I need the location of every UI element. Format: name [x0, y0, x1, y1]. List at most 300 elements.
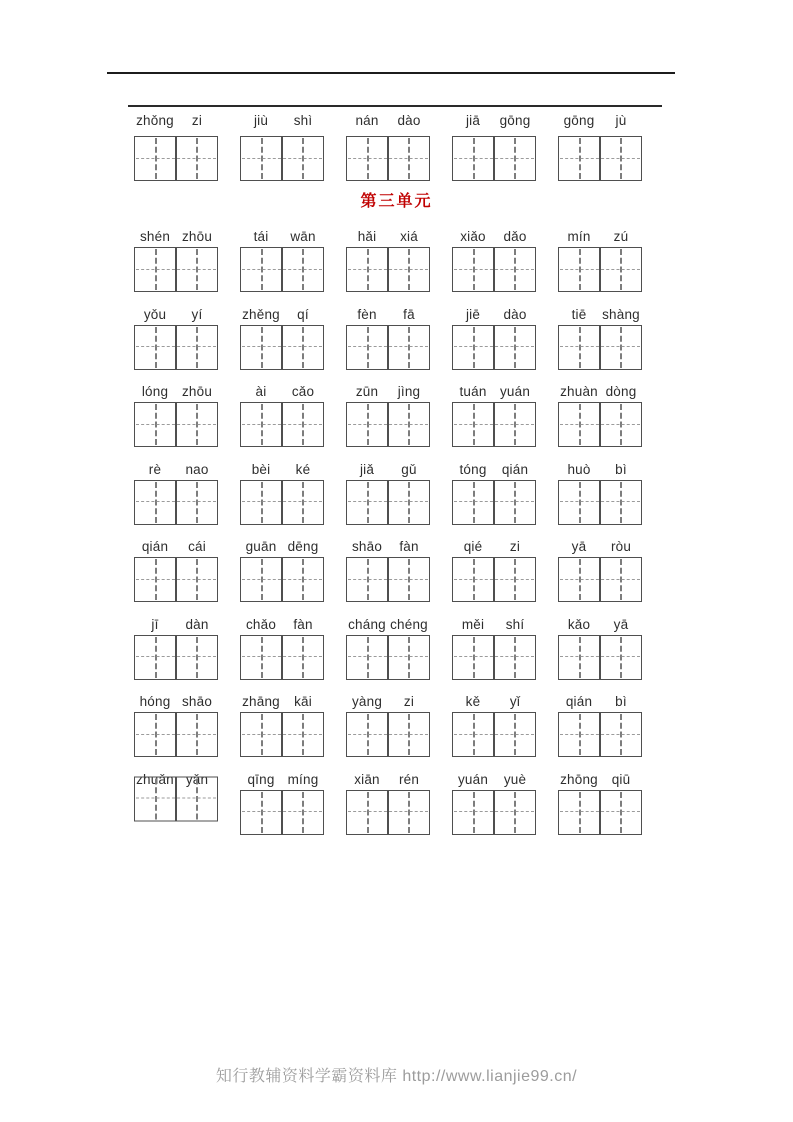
grid-dashed-horizontal — [454, 269, 534, 270]
grid-dashed-vertical-right — [408, 138, 410, 179]
writing-grid[interactable] — [240, 712, 324, 757]
grid-dashed-vertical-right — [196, 714, 198, 755]
grid-dashed-vertical-left — [367, 792, 369, 833]
header-rule-top — [107, 72, 675, 74]
grid-dashed-vertical-left — [155, 482, 157, 523]
pinyin-syllable: tóng — [459, 461, 487, 477]
writing-grid[interactable] — [558, 790, 642, 835]
pinyin-label — [240, 460, 324, 480]
grid-center-divider — [281, 481, 283, 524]
word-group — [134, 227, 218, 305]
grid-dashed-vertical-right — [620, 559, 622, 600]
grid-dashed-horizontal — [348, 579, 428, 580]
grid-center-divider — [599, 636, 601, 679]
grid-dashed-horizontal — [136, 158, 216, 159]
pinyin-syllable: jìng — [397, 384, 421, 399]
grid-center-divider — [175, 481, 177, 524]
pinyin-syllable: cháng — [348, 616, 386, 632]
pinyin-label — [134, 227, 218, 247]
word-group — [346, 537, 430, 615]
grid-center-divider — [493, 713, 495, 756]
grid-center-divider — [281, 248, 283, 291]
word-group — [346, 382, 430, 460]
unit-words-grid — [134, 227, 642, 847]
pinyin-syllable: rè — [148, 461, 162, 477]
grid-dashed-vertical-right — [408, 792, 410, 833]
grid-center-divider — [175, 326, 177, 369]
grid-dashed-vertical-right — [408, 327, 410, 368]
grid-dashed-vertical-left — [261, 327, 263, 368]
pinyin-label — [346, 615, 430, 635]
word-group — [452, 382, 536, 460]
writing-grid[interactable] — [134, 776, 218, 821]
grid-dashed-vertical-right — [514, 138, 516, 179]
grid-dashed-vertical-left — [367, 482, 369, 523]
writing-grid[interactable] — [558, 325, 642, 370]
grid-dashed-vertical-right — [620, 792, 622, 833]
word-group — [452, 227, 536, 305]
pinyin-label — [346, 692, 430, 712]
word-row — [134, 615, 642, 693]
word-row — [134, 460, 642, 538]
header-rule-bottom — [128, 105, 662, 107]
pinyin-syllable: fàn — [399, 539, 419, 554]
grid-center-divider — [175, 713, 177, 756]
writing-grid[interactable] — [346, 247, 430, 292]
pinyin-label — [240, 537, 324, 557]
grid-dashed-horizontal — [348, 501, 428, 502]
writing-grid[interactable] — [452, 325, 536, 370]
grid-dashed-vertical-left — [261, 138, 263, 179]
pinyin-syllable: xiá — [400, 229, 418, 244]
grid-dashed-vertical-right — [514, 714, 516, 755]
pinyin-syllable: dòng — [605, 384, 637, 399]
pinyin-syllable: xiǎo — [460, 229, 486, 244]
writing-grid[interactable] — [134, 712, 218, 757]
pinyin-syllable: dào — [503, 306, 527, 322]
grid-center-divider — [387, 713, 389, 756]
writing-grid[interactable] — [558, 480, 642, 525]
pinyin-label — [558, 615, 642, 635]
grid-dashed-vertical-right — [514, 792, 516, 833]
grid-dashed-vertical-left — [579, 637, 581, 678]
writing-grid[interactable] — [134, 480, 218, 525]
writing-grid[interactable] — [134, 325, 218, 370]
pinyin-syllable: chǎo — [245, 616, 277, 632]
pinyin-syllable: yuán — [499, 384, 531, 399]
grid-dashed-vertical-right — [196, 404, 198, 445]
word-group — [558, 537, 642, 615]
pinyin-syllable: zi — [509, 539, 521, 554]
writing-grid[interactable] — [558, 136, 642, 181]
pinyin-syllable: shí — [505, 616, 525, 632]
grid-dashed-vertical-right — [302, 637, 304, 678]
writing-grid[interactable] — [346, 480, 430, 525]
writing-grid[interactable] — [452, 402, 536, 447]
pinyin-label — [452, 770, 536, 790]
writing-grid[interactable] — [134, 136, 218, 181]
pinyin-syllable: qí — [297, 306, 309, 322]
grid-dashed-vertical-left — [579, 792, 581, 833]
grid-dashed-horizontal — [454, 346, 534, 347]
grid-dashed-horizontal — [560, 579, 640, 580]
grid-dashed-vertical-left — [155, 138, 157, 179]
pinyin-syllable: hóng — [139, 694, 171, 709]
grid-dashed-horizontal — [348, 811, 428, 812]
writing-grid[interactable] — [240, 136, 324, 181]
word-row — [134, 692, 642, 770]
word-group — [240, 770, 324, 848]
pinyin-label — [346, 770, 430, 790]
grid-dashed-horizontal — [242, 346, 322, 347]
grid-dashed-horizontal — [242, 734, 322, 735]
pinyin-label — [452, 305, 536, 325]
writing-grid[interactable] — [346, 712, 430, 757]
grid-dashed-vertical-left — [367, 637, 369, 678]
grid-dashed-horizontal — [560, 656, 640, 657]
pinyin-syllable: jiē — [465, 306, 481, 322]
word-group — [558, 692, 642, 770]
grid-dashed-horizontal — [454, 424, 534, 425]
pinyin-syllable: yuè — [503, 771, 527, 787]
word-group — [240, 305, 324, 383]
writing-grid[interactable] — [240, 790, 324, 835]
pinyin-label — [558, 460, 642, 480]
grid-dashed-vertical-right — [302, 482, 304, 523]
pinyin-syllable: kě — [465, 694, 481, 709]
pinyin-label — [240, 227, 324, 247]
pinyin-syllable: ké — [295, 461, 311, 477]
writing-grid[interactable] — [452, 712, 536, 757]
grid-dashed-vertical-left — [155, 249, 157, 290]
pinyin-label — [558, 537, 642, 557]
pinyin-syllable: zú — [613, 229, 629, 244]
grid-center-divider — [387, 137, 389, 180]
grid-dashed-horizontal — [242, 269, 322, 270]
pinyin-syllable: qié — [463, 539, 483, 554]
grid-dashed-vertical-left — [155, 404, 157, 445]
pinyin-syllable: shì — [293, 113, 313, 128]
pinyin-syllable: yā — [571, 539, 587, 554]
writing-grid[interactable] — [452, 790, 536, 835]
pinyin-syllable: qián — [141, 539, 169, 554]
grid-dashed-horizontal — [136, 346, 216, 347]
pinyin-syllable: zhěng — [242, 306, 280, 322]
writing-grid[interactable] — [346, 557, 430, 602]
word-group — [346, 615, 430, 693]
pinyin-syllable: zhǒng — [136, 113, 174, 128]
grid-dashed-vertical-left — [261, 792, 263, 833]
grid-dashed-horizontal — [136, 798, 216, 799]
pinyin-label — [558, 770, 642, 790]
grid-dashed-vertical-left — [261, 559, 263, 600]
grid-dashed-vertical-right — [514, 637, 516, 678]
writing-grid[interactable] — [240, 480, 324, 525]
writing-grid[interactable] — [240, 325, 324, 370]
word-group — [134, 692, 218, 770]
writing-grid[interactable] — [240, 635, 324, 680]
grid-center-divider — [281, 558, 283, 601]
pinyin-syllable: yǒu — [143, 306, 167, 322]
pinyin-syllable: fàn — [293, 616, 313, 632]
pinyin-label — [134, 615, 218, 635]
grid-dashed-vertical-left — [579, 138, 581, 179]
word-group — [452, 305, 536, 383]
page-footer: 知行教辅资料学霸资料库 http://www.lianjie99.cn/ — [215, 1068, 578, 1085]
grid-dashed-vertical-left — [155, 559, 157, 600]
pinyin-syllable: qián — [565, 694, 593, 709]
grid-center-divider — [387, 326, 389, 369]
pinyin-label — [346, 111, 430, 131]
grid-dashed-vertical-left — [261, 714, 263, 755]
grid-dashed-vertical-right — [408, 404, 410, 445]
grid-center-divider — [599, 248, 601, 291]
pinyin-syllable: wān — [290, 229, 316, 244]
pinyin-label — [134, 460, 218, 480]
word-row — [134, 305, 642, 383]
pinyin-label — [240, 111, 324, 131]
grid-dashed-horizontal — [454, 579, 534, 580]
word-group — [452, 111, 536, 181]
grid-dashed-vertical-right — [196, 249, 198, 290]
pre-unit-words-row — [134, 111, 642, 181]
writing-grid[interactable] — [558, 712, 642, 757]
pinyin-syllable: chéng — [390, 616, 428, 632]
pinyin-syllable: guān — [245, 539, 277, 554]
pinyin-label — [346, 227, 430, 247]
grid-dashed-vertical-right — [196, 637, 198, 678]
grid-center-divider — [599, 403, 601, 446]
grid-dashed-vertical-right — [620, 404, 622, 445]
grid-dashed-horizontal — [560, 269, 640, 270]
pinyin-syllable: zhōu — [181, 229, 213, 244]
pinyin-syllable: yí — [191, 306, 203, 322]
grid-dashed-vertical-left — [367, 249, 369, 290]
word-group — [240, 692, 324, 770]
pinyin-syllable: tái — [253, 229, 269, 244]
word-group — [346, 770, 430, 848]
grid-center-divider — [281, 137, 283, 180]
grid-center-divider — [387, 636, 389, 679]
grid-dashed-horizontal — [560, 811, 640, 812]
pinyin-syllable: jī — [151, 616, 159, 632]
writing-grid[interactable] — [346, 402, 430, 447]
grid-dashed-vertical-left — [473, 637, 475, 678]
grid-center-divider — [281, 326, 283, 369]
writing-grid[interactable] — [134, 247, 218, 292]
grid-dashed-vertical-right — [302, 138, 304, 179]
writing-grid[interactable] — [452, 635, 536, 680]
grid-dashed-vertical-right — [514, 559, 516, 600]
grid-dashed-horizontal — [560, 501, 640, 502]
grid-dashed-vertical-right — [514, 482, 516, 523]
writing-grid[interactable] — [452, 247, 536, 292]
word-group — [240, 227, 324, 305]
writing-grid[interactable] — [240, 402, 324, 447]
pinyin-syllable: lóng — [141, 384, 169, 399]
grid-dashed-vertical-right — [620, 482, 622, 523]
writing-grid[interactable] — [558, 635, 642, 680]
writing-grid[interactable] — [452, 136, 536, 181]
pinyin-label — [558, 111, 642, 131]
grid-dashed-vertical-right — [408, 714, 410, 755]
writing-grid[interactable] — [346, 325, 430, 370]
grid-dashed-vertical-right — [302, 714, 304, 755]
grid-center-divider — [599, 791, 601, 834]
word-group — [240, 460, 324, 538]
word-group — [558, 111, 642, 181]
pinyin-syllable: dàn — [185, 616, 209, 632]
word-group — [134, 460, 218, 538]
pinyin-syllable: yǐ — [509, 694, 521, 709]
grid-dashed-vertical-right — [408, 482, 410, 523]
grid-dashed-horizontal — [560, 158, 640, 159]
pinyin-syllable: yā — [613, 616, 629, 632]
grid-center-divider — [599, 558, 601, 601]
grid-dashed-horizontal — [348, 424, 428, 425]
word-group — [558, 770, 642, 848]
pinyin-syllable: dēng — [287, 539, 319, 554]
pinyin-syllable: xiān — [354, 771, 380, 787]
grid-dashed-horizontal — [454, 656, 534, 657]
pinyin-label — [452, 615, 536, 635]
grid-dashed-vertical-left — [579, 249, 581, 290]
pinyin-syllable: gōng — [563, 113, 595, 128]
grid-dashed-horizontal — [136, 501, 216, 502]
grid-dashed-horizontal — [136, 656, 216, 657]
writing-grid[interactable] — [346, 635, 430, 680]
grid-dashed-vertical-right — [302, 249, 304, 290]
grid-dashed-horizontal — [242, 811, 322, 812]
word-group — [346, 460, 430, 538]
word-group — [346, 692, 430, 770]
word-group — [346, 111, 430, 181]
pinyin-label — [452, 227, 536, 247]
grid-dashed-horizontal — [560, 424, 640, 425]
grid-dashed-horizontal — [348, 734, 428, 735]
writing-grid[interactable] — [134, 635, 218, 680]
grid-dashed-horizontal — [348, 158, 428, 159]
pinyin-syllable: rén — [398, 771, 420, 787]
pinyin-syllable: měi — [461, 616, 485, 632]
word-group — [558, 615, 642, 693]
pinyin-syllable: gōng — [499, 113, 531, 128]
writing-grid[interactable] — [346, 136, 430, 181]
grid-center-divider — [281, 713, 283, 756]
grid-dashed-vertical-right — [196, 778, 198, 819]
grid-center-divider — [599, 137, 601, 180]
word-group — [240, 111, 324, 181]
grid-center-divider — [387, 791, 389, 834]
writing-grid[interactable] — [134, 402, 218, 447]
grid-dashed-horizontal — [454, 158, 534, 159]
pinyin-label — [134, 382, 218, 402]
pinyin-label — [452, 537, 536, 557]
pinyin-syllable: tuán — [459, 384, 487, 399]
grid-dashed-vertical-right — [514, 404, 516, 445]
pinyin-label — [134, 537, 218, 557]
unit-title: 第三单元 — [360, 193, 433, 210]
pinyin-label — [134, 305, 218, 325]
writing-grid[interactable] — [558, 557, 642, 602]
grid-dashed-vertical-right — [514, 249, 516, 290]
word-row — [134, 770, 642, 848]
pinyin-syllable: bèi — [251, 461, 271, 477]
grid-dashed-vertical-left — [261, 637, 263, 678]
grid-dashed-vertical-right — [302, 327, 304, 368]
grid-dashed-vertical-left — [473, 482, 475, 523]
writing-grid[interactable] — [558, 247, 642, 292]
pinyin-syllable: kǎo — [567, 616, 591, 632]
word-group — [452, 770, 536, 848]
pinyin-label — [346, 382, 430, 402]
pinyin-syllable: zhōng — [560, 771, 598, 787]
writing-grid[interactable] — [452, 557, 536, 602]
grid-dashed-vertical-left — [261, 249, 263, 290]
grid-dashed-vertical-right — [408, 249, 410, 290]
pinyin-syllable: yàng — [351, 694, 383, 709]
writing-grid[interactable] — [558, 402, 642, 447]
grid-center-divider — [493, 248, 495, 291]
grid-dashed-vertical-right — [196, 482, 198, 523]
grid-dashed-horizontal — [242, 656, 322, 657]
grid-center-divider — [387, 481, 389, 524]
word-group — [134, 305, 218, 383]
grid-dashed-vertical-right — [620, 637, 622, 678]
pinyin-syllable: zhāng — [242, 694, 280, 709]
writing-grid[interactable] — [452, 480, 536, 525]
pinyin-syllable: gǔ — [401, 461, 417, 477]
pinyin-syllable: huò — [567, 461, 591, 477]
grid-center-divider — [175, 248, 177, 291]
grid-center-divider — [493, 403, 495, 446]
grid-dashed-vertical-left — [367, 559, 369, 600]
grid-dashed-vertical-left — [579, 404, 581, 445]
pinyin-syllable: míng — [287, 771, 319, 787]
grid-dashed-horizontal — [242, 579, 322, 580]
grid-dashed-vertical-right — [408, 559, 410, 600]
word-group — [240, 382, 324, 460]
grid-dashed-vertical-right — [620, 327, 622, 368]
grid-dashed-vertical-left — [473, 327, 475, 368]
pinyin-syllable: shàng — [602, 306, 640, 322]
grid-center-divider — [599, 326, 601, 369]
pinyin-syllable: fèn — [357, 306, 377, 322]
grid-dashed-vertical-right — [514, 327, 516, 368]
grid-center-divider — [493, 636, 495, 679]
pinyin-label — [452, 692, 536, 712]
grid-center-divider — [387, 248, 389, 291]
grid-dashed-vertical-left — [579, 482, 581, 523]
writing-grid[interactable] — [134, 557, 218, 602]
writing-grid[interactable] — [240, 247, 324, 292]
pinyin-syllable: cǎo — [291, 384, 315, 399]
grid-dashed-vertical-left — [367, 327, 369, 368]
grid-dashed-vertical-right — [408, 637, 410, 678]
grid-dashed-horizontal — [454, 501, 534, 502]
word-group — [240, 615, 324, 693]
word-group — [346, 227, 430, 305]
pinyin-syllable: jiā — [465, 113, 481, 128]
pinyin-label — [240, 692, 324, 712]
writing-grid[interactable] — [240, 557, 324, 602]
grid-dashed-vertical-left — [155, 714, 157, 755]
grid-dashed-vertical-left — [367, 138, 369, 179]
writing-grid[interactable] — [346, 790, 430, 835]
pinyin-label — [346, 460, 430, 480]
grid-dashed-vertical-left — [473, 138, 475, 179]
grid-dashed-vertical-left — [473, 559, 475, 600]
